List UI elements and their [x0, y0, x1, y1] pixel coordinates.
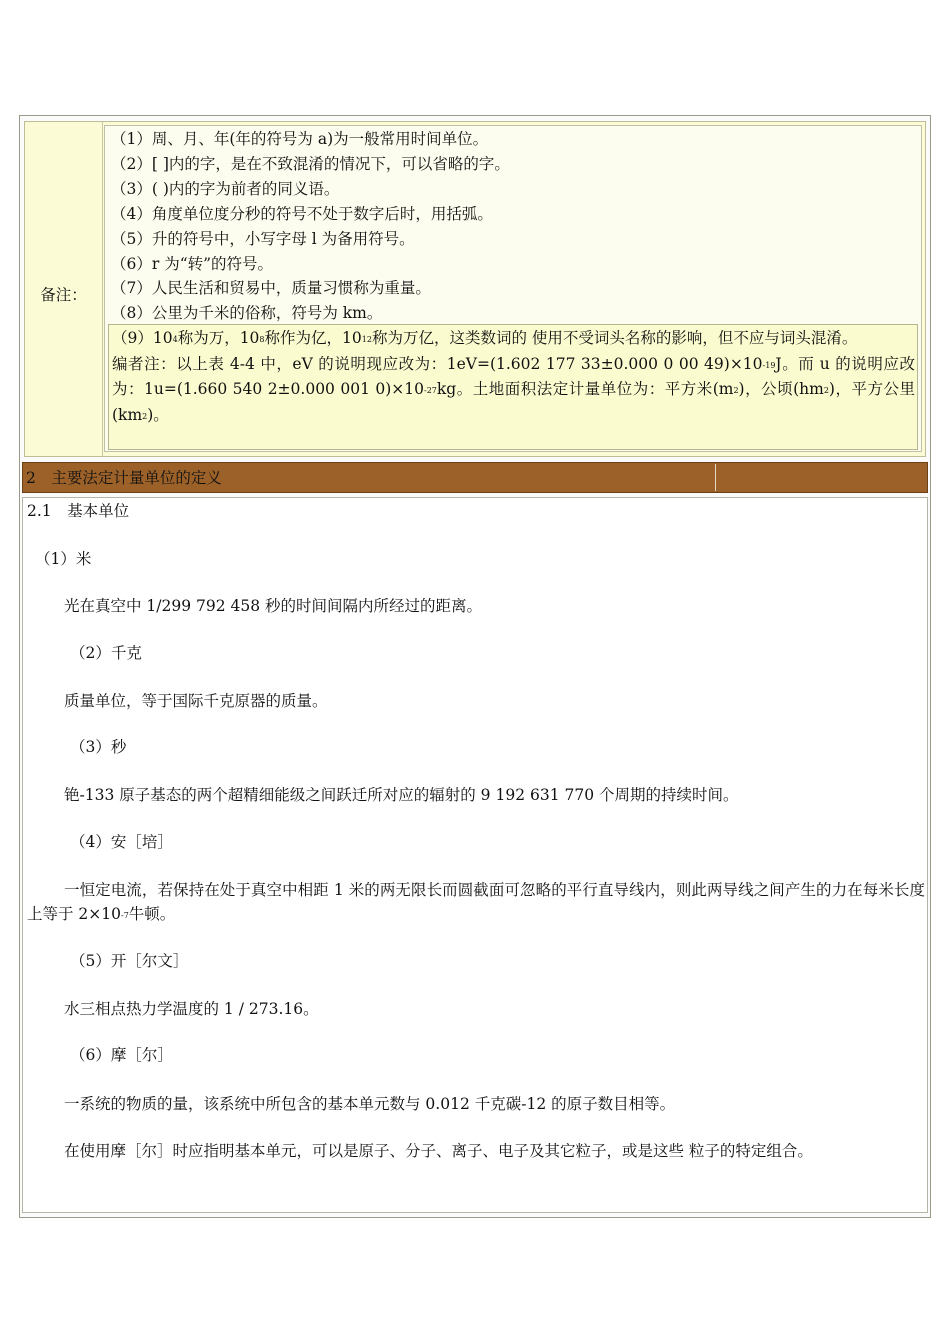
unit-heading-meter: （1）米: [35, 550, 92, 568]
note-item-7: （7）人民生活和贸易中，质量习惯称为重量。: [111, 279, 431, 297]
section-header-cell: [715, 464, 924, 491]
unit-def-kelvin: 水三相点热力学温度的 1 / 273.16。: [64, 1000, 319, 1018]
section-header: [22, 462, 928, 493]
note-item-8: （8）公里为千米的俗称，符号为 km。: [111, 304, 383, 322]
note-item-3: （3）( )内的字为前者的同义语。: [111, 180, 340, 198]
note-item-9: $(9)10_4$称为万，$10_8$称作为亿，$10_{12}$称为万亿，这类数词的 使用不受词头名称的影响，但不应与词头混淆。: [112, 329, 858, 347]
notes-content: [104, 125, 922, 452]
unit-heading-kilogram: （2）千克: [70, 644, 142, 662]
notes-row: [24, 121, 926, 457]
subsection-title: 2.1 基本单位: [27, 502, 130, 520]
note-item-5: （5）升的符号中，小写字母 l 为备用符号。: [111, 230, 415, 248]
unit-heading-mole: （6）摩［尔］: [70, 1046, 173, 1064]
unit-def-kilogram: 质量单位，等于国际千克原器的质量。: [64, 692, 328, 710]
notes-label: 备注：: [25, 122, 103, 456]
unit-note-mole: 在使用摩［尔］时应指明基本单元，可以是原子、分子、离子、电子及其它粒子，或是这些 粒子的特定组合。: [64, 1142, 813, 1160]
unit-heading-second: （3）秒: [70, 738, 127, 756]
section-title: 2 主要法定计量单位的定义: [26, 469, 222, 487]
content-area: [22, 497, 928, 1213]
unit-def-second: 铯-133 原子基态的两个超精细能级之间跃迁所对应的辐射的 9 192 631 770 个周期的持续时间。: [64, 786, 739, 804]
unit-def-meter: 光在真空中 1/299 792 458 秒的时间间隔内所经过的距离。: [64, 597, 483, 615]
unit-def-ampere: 一恒定电流，若保持在处于真空中相距 1 米的两无限长而圆截面可忽略的平行直导线内，则此两导线之间产生的力在每米长度上等于 $2\times 10_{-7}$牛顿。: [27, 881, 925, 923]
unit-def-mole: 一系统的物质的量，该系统中所包含的基本单元数与 0.012 千克碳-12 的原子数目相等。: [64, 1095, 676, 1113]
note-item-2: （2）[ ]内的字，是在不致混淆的情况下，可以省略的字。: [111, 155, 510, 173]
unit-heading-kelvin: （5）开［尔文］: [70, 952, 189, 970]
editor-note: 编者注：以上表 4-4 中，eV 的说明现应改为：1eV=(1.602 177 33±0.000 0 00 $49)\times 10_{-19}J$。而 u 的说明应改为：1u=(1.660 540 2±0.000 001 $0)\times 10_{-27}kg$。土地面积法定计量单位为：平方米$(m_2)$，公顷$(hm_2)$，平方公里$(km_2)$。: [112, 354, 915, 424]
note-item-1: （1）周、月、年(年的符号为 a)为一般常用时间单位。: [111, 130, 489, 148]
note-item-6: （6）r 为“转”的符号。: [111, 255, 274, 273]
note-item-4: （4）角度单位度分秒的符号不处于数字后时，用括弧。: [111, 205, 493, 223]
unit-heading-ampere: （4）安［培］: [70, 833, 173, 851]
highlighted-note: [108, 324, 918, 450]
